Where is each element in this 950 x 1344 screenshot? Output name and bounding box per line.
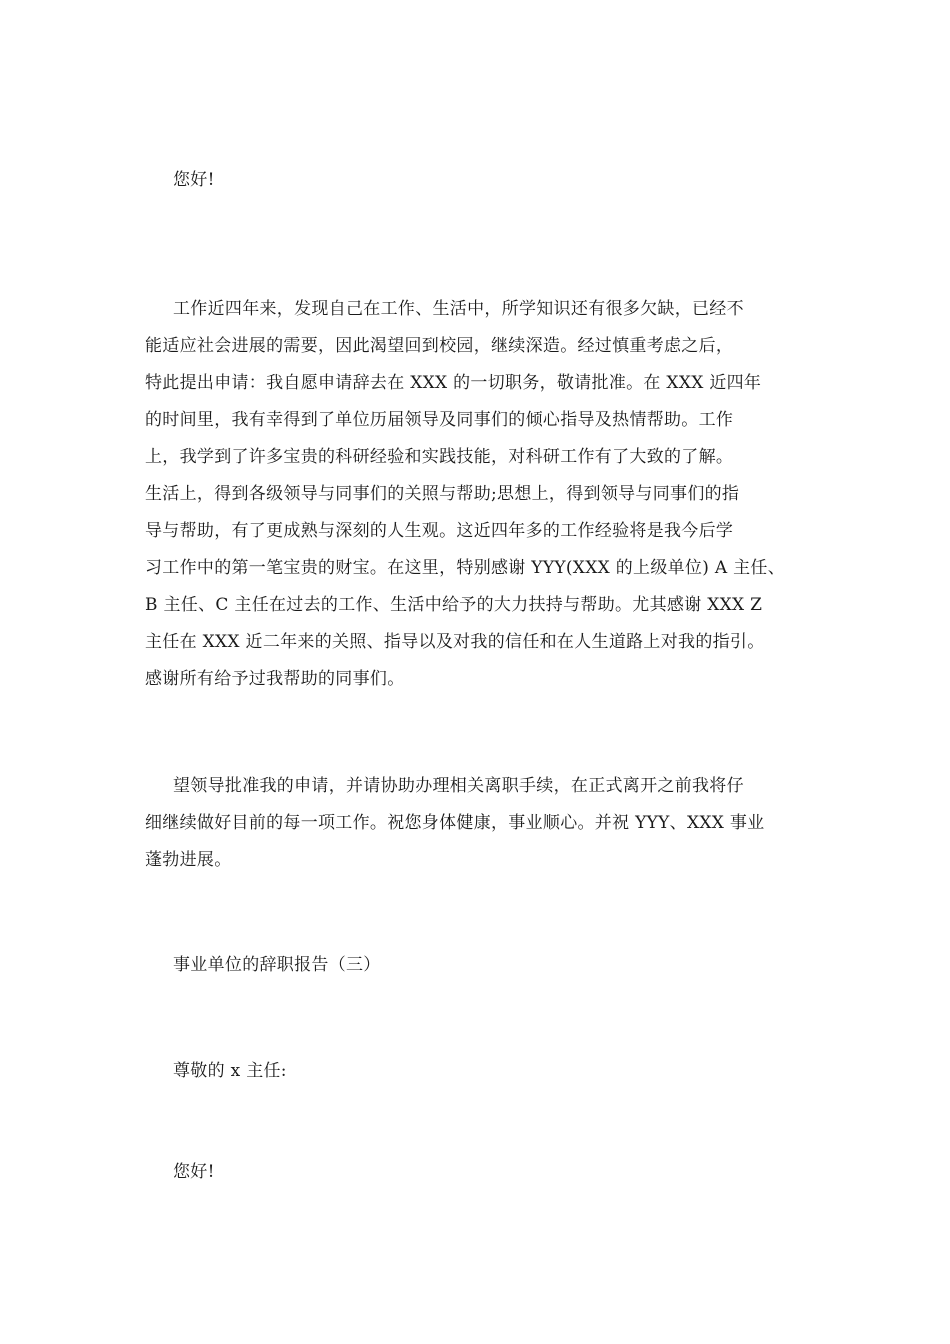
paragraph-line: 的时间里，我有幸得到了单位历届领导及同事们的倾心指导及热情帮助。工作 bbox=[145, 410, 734, 430]
paragraph-line: 能适应社会进展的需要，因此渴望回到校园，继续深造。经过慎重考虑之后， bbox=[145, 336, 734, 356]
greeting: 您好! bbox=[173, 1162, 215, 1182]
salutation: 尊敬的 x 主任: bbox=[173, 1061, 287, 1081]
greeting: 您好! bbox=[173, 170, 215, 190]
paragraph-line: 导与帮助，有了更成熟与深刻的人生观。这近四年多的工作经验将是我今后学 bbox=[145, 521, 734, 541]
paragraph-line: 细继续做好目前的每一项工作。祝您身体健康，事业顺心。并祝 YYY、XXX 事业 bbox=[145, 813, 765, 833]
paragraph-line: 望领导批准我的申请，并请协助办理相关离职手续，在正式离开之前我将仔 bbox=[173, 776, 744, 796]
paragraph-line: 工作近四年来，发现自己在工作、生活中，所学知识还有很多欠缺，已经不 bbox=[173, 299, 744, 319]
paragraph-line: 主任在 XXX 近二年来的关照、指导以及对我的信任和在人生道路上对我的指引。 bbox=[145, 632, 765, 652]
paragraph-line: 习工作中的第一笔宝贵的财宝。在这里，特别感谢 YYY(XXX 的上级单位) A 主任、 bbox=[145, 558, 786, 578]
paragraph-line: 蓬勃进展。 bbox=[145, 850, 232, 870]
paragraph-line: 感谢所有给予过我帮助的同事们。 bbox=[145, 669, 405, 689]
paragraph-line: B 主任、C 主任在过去的工作、生活中给予的大力扶持与帮助。尤其感谢 XXX Z bbox=[145, 595, 763, 615]
paragraph-line: 生活上，得到各级领导与同事们的关照与帮助;思想上，得到领导与同事们的指 bbox=[145, 484, 740, 504]
paragraph-line: 特此提出申请：我自愿申请辞去在 XXX 的一切职务，敬请批准。在 XXX 近四年 bbox=[145, 373, 762, 393]
paragraph-line: 上，我学到了许多宝贵的科研经验和实践技能，对科研工作有了大致的了解。 bbox=[145, 447, 734, 467]
section-title: 事业单位的辞职报告（三） bbox=[173, 955, 381, 975]
